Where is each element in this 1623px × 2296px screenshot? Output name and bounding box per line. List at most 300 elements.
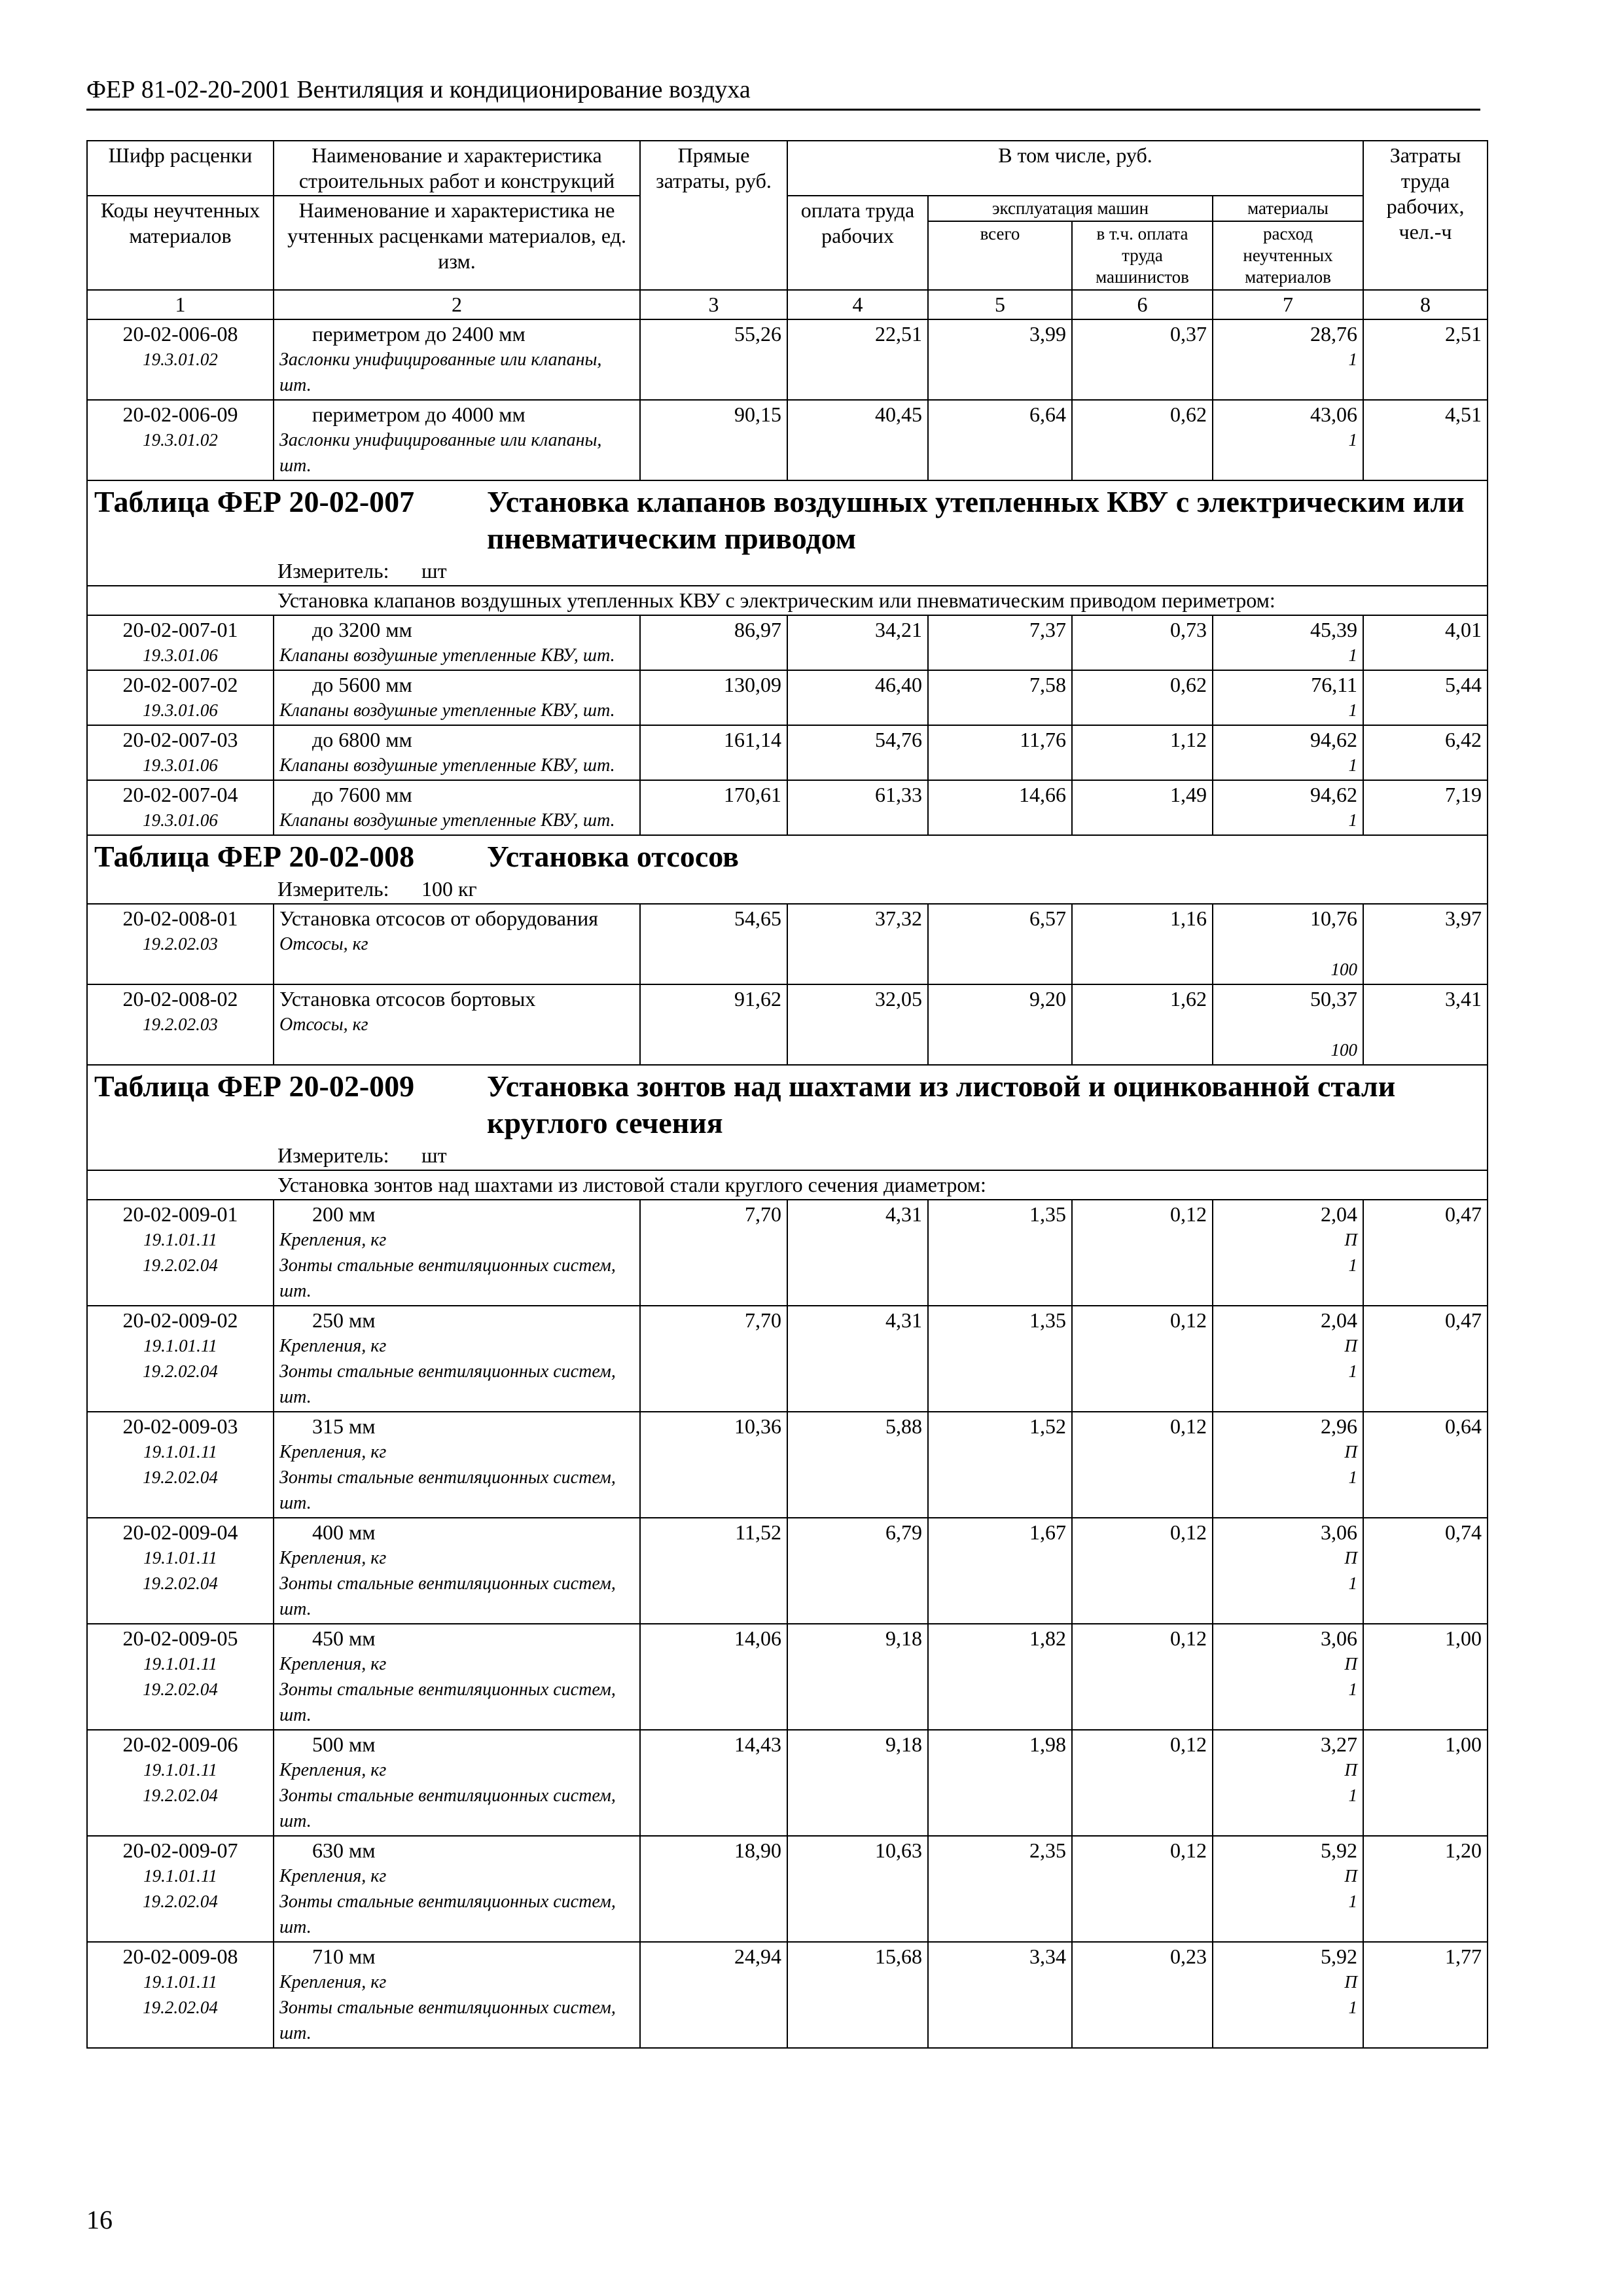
rate-name: 500 мм: [312, 1732, 376, 1756]
cell-direct: 7,70: [640, 1306, 787, 1412]
cell-direct: 11,52: [640, 1518, 787, 1624]
column-number: 6: [1072, 290, 1213, 319]
materials-value: 50,37: [1310, 987, 1358, 1011]
material-quantity: 100: [1330, 1040, 1358, 1060]
cell-labor: 1,20: [1363, 1836, 1488, 1942]
material-quantity: 1: [1348, 1679, 1358, 1699]
section-title: [93, 484, 1482, 557]
table-row: [87, 1730, 1488, 1836]
cell-labor-pay: 4,31: [787, 1306, 928, 1412]
cell-direct: 91,62: [640, 984, 787, 1065]
cell-direct: 24,94: [640, 1942, 787, 2048]
material-code: 19.1.01.11: [143, 1866, 217, 1886]
rate-code-cell: [87, 400, 274, 480]
rate-code: 20-02-007-01: [122, 618, 238, 641]
material-quantity: П: [1344, 1336, 1358, 1355]
section-title-row: [87, 1065, 1488, 1141]
cell-materials: [1213, 1518, 1363, 1624]
measure-cell: [87, 875, 1488, 904]
material-code: 19.3.01.06: [143, 700, 218, 720]
header-direct: Прямые затраты, руб.: [640, 141, 787, 290]
rate-name-cell: [274, 780, 640, 835]
material-quantity: П: [1344, 1760, 1358, 1780]
rate-name-cell: [274, 1518, 640, 1624]
cell-direct: 10,36: [640, 1412, 787, 1518]
rate-name: периметром до 2400 мм: [312, 322, 526, 346]
rate-name-cell: [274, 1836, 640, 1942]
cell-machines: 11,76: [928, 725, 1072, 780]
measure-cell: [87, 557, 1488, 586]
group-title: Установка зонтов над шахтами из листовой стали круглого сечения диаметром:: [87, 1170, 1488, 1200]
section-title-cell: [87, 480, 1488, 557]
materials-value: 43,06: [1310, 403, 1358, 426]
cell-machines: 3,34: [928, 1942, 1072, 2048]
rate-name-cell: [274, 1412, 640, 1518]
cell-labor-pay: 34,21: [787, 615, 928, 670]
column-number: 8: [1363, 290, 1488, 319]
column-number: 3: [640, 290, 787, 319]
cell-labor: 1,77: [1363, 1942, 1488, 2048]
rate-code-cell: [87, 1942, 274, 2048]
section-title-row: [87, 835, 1488, 875]
rate-code: 20-02-007-02: [122, 673, 238, 696]
material-code: 19.3.01.02: [143, 430, 218, 450]
cell-machines: 6,57: [928, 904, 1072, 984]
material-code: 19.2.02.04: [143, 1467, 218, 1487]
page-header: ФЕР 81-02-20-2001 Вентиляция и кондиционирование воздуха: [86, 75, 1480, 111]
material-code: 19.1.01.11: [143, 1654, 217, 1674]
cell-materials: [1213, 1942, 1363, 2048]
material-quantity: 1: [1348, 700, 1358, 720]
header-materials: материалы: [1213, 196, 1363, 221]
cell-labor: 1,00: [1363, 1624, 1488, 1730]
material-quantity: 1: [1348, 1255, 1358, 1275]
material-quantity: 1: [1348, 1467, 1358, 1487]
materials-value: 2,04: [1321, 1308, 1358, 1332]
materials-value: 45,39: [1310, 618, 1358, 641]
section-id: Таблица ФЕР 20-02-008: [94, 840, 415, 873]
cell-machines: 1,35: [928, 1200, 1072, 1306]
cell-materials: [1213, 1624, 1363, 1730]
rate-name-cell: [274, 904, 640, 984]
cell-direct: 54,65: [640, 904, 787, 984]
header-code2: Коды неучтенных материалов: [87, 196, 274, 290]
cell-machinists: 1,49: [1072, 780, 1213, 835]
header-machines: эксплуатация машин: [928, 196, 1213, 221]
cell-machinists: 1,12: [1072, 725, 1213, 780]
cell-machinists: 0,73: [1072, 615, 1213, 670]
cell-direct: 14,43: [640, 1730, 787, 1836]
material-quantity: 1: [1348, 1573, 1358, 1593]
table-row: [87, 1836, 1488, 1942]
material-code: 19.2.02.03: [143, 934, 218, 954]
cell-labor-pay: 15,68: [787, 1942, 928, 2048]
rate-code: 20-02-009-04: [122, 1520, 238, 1544]
section-title-cell: [87, 835, 1488, 875]
cell-labor-pay: 4,31: [787, 1200, 928, 1306]
cell-machines: 6,64: [928, 400, 1072, 480]
cell-machines: 1,82: [928, 1624, 1072, 1730]
material-name: Заслонки унифицированные или клапаны, шт.: [279, 430, 602, 476]
materials-value: 94,62: [1310, 783, 1358, 806]
material-name: Крепления, кг: [279, 1336, 387, 1356]
material-code: 19.3.01.06: [143, 645, 218, 665]
column-number: 7: [1213, 290, 1363, 319]
material-quantity: 1: [1348, 645, 1358, 665]
material-code: 19.1.01.11: [143, 1972, 217, 1992]
cell-labor: 0,74: [1363, 1518, 1488, 1624]
cell-machinists: 0,12: [1072, 1200, 1213, 1306]
cell-labor-pay: 9,18: [787, 1730, 928, 1836]
material-code: 19.3.01.06: [143, 810, 218, 830]
rate-code: 20-02-009-03: [122, 1414, 238, 1438]
cell-direct: 7,70: [640, 1200, 787, 1306]
rate-code: 20-02-009-08: [122, 1945, 238, 1968]
page-number: 16: [86, 2205, 113, 2234]
measure-label: Измеритель:: [277, 1143, 389, 1167]
material-name: Крепления, кг: [279, 1760, 387, 1780]
material-quantity: 1: [1348, 810, 1358, 830]
material-quantity: 1: [1348, 1361, 1358, 1381]
material-name: Крепления, кг: [279, 1654, 387, 1674]
cell-labor: 2,51: [1363, 319, 1488, 400]
cell-materials: [1213, 670, 1363, 725]
cell-machinists: 0,62: [1072, 670, 1213, 725]
rate-code-cell: [87, 1836, 274, 1942]
materials-value: 5,92: [1321, 1839, 1358, 1862]
rate-code: 20-02-009-06: [122, 1732, 238, 1756]
header-labor-pay: оплата труда рабочих: [787, 196, 928, 290]
rate-code-cell: [87, 319, 274, 400]
rate-name: 710 мм: [312, 1945, 376, 1968]
header-machines-total: всего: [928, 221, 1072, 290]
rate-name: периметром до 4000 мм: [312, 403, 526, 426]
cell-labor: 0,47: [1363, 1200, 1488, 1306]
cell-machinists: 0,12: [1072, 1730, 1213, 1836]
cell-machinists: 0,12: [1072, 1518, 1213, 1624]
material-quantity: 1: [1348, 1998, 1358, 2017]
cell-materials: [1213, 400, 1363, 480]
column-numbers-row: [87, 290, 1488, 319]
rate-name-cell: [274, 1200, 640, 1306]
rate-code: 20-02-008-01: [122, 906, 238, 930]
cell-labor: 0,64: [1363, 1412, 1488, 1518]
cell-machines: 1,67: [928, 1518, 1072, 1624]
measure-row: [87, 875, 1488, 904]
rate-name: Установка отсосов бортовых: [279, 987, 536, 1011]
cell-labor: 6,42: [1363, 725, 1488, 780]
section-id: Таблица ФЕР 20-02-009: [94, 1069, 415, 1103]
material-code: 19.3.01.06: [143, 755, 218, 775]
material-name: Крепления, кг: [279, 1230, 387, 1250]
section-title: [93, 1068, 1482, 1141]
materials-value: 94,62: [1310, 728, 1358, 751]
material-name: Зонты стальные вентиляционных систем, шт.: [279, 1998, 616, 2043]
material-code: 19.2.02.04: [143, 1785, 218, 1805]
cell-labor-pay: 10,63: [787, 1836, 928, 1942]
cell-direct: 18,90: [640, 1836, 787, 1942]
materials-value: 10,76: [1310, 906, 1358, 930]
material-quantity: П: [1344, 1230, 1358, 1249]
cell-labor: 4,51: [1363, 400, 1488, 480]
materials-value: 2,96: [1321, 1414, 1358, 1438]
material-code: 19.1.01.11: [143, 1230, 217, 1249]
material-quantity: П: [1344, 1972, 1358, 1992]
cell-machinists: 0,12: [1072, 1624, 1213, 1730]
cell-labor: 5,44: [1363, 670, 1488, 725]
cell-direct: 161,14: [640, 725, 787, 780]
column-number: 5: [928, 290, 1072, 319]
header-name: Наименование и характеристика строительных работ и конструкций: [274, 141, 640, 196]
cell-materials: [1213, 1306, 1363, 1412]
material-code: 19.2.02.04: [143, 1892, 218, 1911]
rate-code-cell: [87, 1200, 274, 1306]
material-code: 19.2.02.03: [143, 1014, 218, 1034]
material-code: 19.2.02.04: [143, 1361, 218, 1381]
cell-machinists: 0,23: [1072, 1942, 1213, 2048]
material-name: Зонты стальные вентиляционных систем, шт.: [279, 1573, 616, 1619]
cell-machines: 9,20: [928, 984, 1072, 1065]
cell-direct: 14,06: [640, 1624, 787, 1730]
cell-labor: 4,01: [1363, 615, 1488, 670]
rate-code-cell: [87, 670, 274, 725]
measure-unit: шт: [421, 1143, 447, 1167]
section-title: [93, 838, 1482, 875]
rate-code-cell: [87, 1412, 274, 1518]
table-row: [87, 1306, 1488, 1412]
cell-machinists: 0,37: [1072, 319, 1213, 400]
rate-name: 630 мм: [312, 1839, 376, 1862]
cell-machinists: 0,62: [1072, 400, 1213, 480]
measure-unit: шт: [421, 559, 447, 583]
material-name: Зонты стальные вентиляционных систем, шт.: [279, 1892, 616, 1937]
material-quantity: П: [1344, 1654, 1358, 1674]
material-name: Заслонки унифицированные или клапаны, шт.: [279, 350, 602, 395]
cell-machines: 1,35: [928, 1306, 1072, 1412]
material-name: Зонты стальные вентиляционных систем, шт.: [279, 1255, 616, 1301]
section-name: Установка отсосов: [487, 840, 739, 873]
rate-name-cell: [274, 1942, 640, 2048]
cell-machines: 7,37: [928, 615, 1072, 670]
cell-machines: 3,99: [928, 319, 1072, 400]
header-including: В том числе, руб.: [787, 141, 1363, 196]
table-row: [87, 1624, 1488, 1730]
column-number: 1: [87, 290, 274, 319]
cell-machines: 1,98: [928, 1730, 1072, 1836]
cell-machines: 14,66: [928, 780, 1072, 835]
cell-machinists: 1,62: [1072, 984, 1213, 1065]
rate-code-cell: [87, 1306, 274, 1412]
rates-table: [86, 140, 1488, 2049]
rate-name-cell: [274, 1624, 640, 1730]
table-row: [87, 1942, 1488, 2048]
material-name: Отсосы, кг: [279, 1014, 368, 1035]
rate-name-cell: [274, 1730, 640, 1836]
materials-value: 76,11: [1311, 673, 1358, 696]
materials-value: 5,92: [1321, 1945, 1358, 1968]
rate-code: 20-02-006-08: [122, 322, 238, 346]
section-name: Установка клапанов воздушных утепленных КВУ с электрическим или пневматическим приводом: [487, 485, 1465, 555]
rate-name-cell: [274, 319, 640, 400]
table-row: [87, 1200, 1488, 1306]
measure-label: Измеритель:: [277, 877, 389, 901]
table-row: [87, 725, 1488, 780]
material-name: Зонты стальные вентиляционных систем, шт.: [279, 1467, 616, 1513]
rate-name: 450 мм: [312, 1626, 376, 1650]
material-code: 19.2.02.04: [143, 1998, 218, 2017]
table-row: [87, 319, 1488, 400]
material-name: Крепления, кг: [279, 1548, 387, 1568]
measure-unit: 100 кг: [421, 877, 477, 901]
table-row: [87, 1412, 1488, 1518]
materials-value: 3,06: [1321, 1626, 1358, 1650]
cell-direct: 170,61: [640, 780, 787, 835]
section-id: Таблица ФЕР 20-02-007: [94, 485, 415, 518]
material-name: Крепления, кг: [279, 1972, 387, 1992]
cell-materials: [1213, 615, 1363, 670]
header-labor: Затраты труда рабочих, чел.-ч: [1363, 141, 1488, 290]
material-quantity: 1: [1348, 755, 1358, 775]
rate-name-cell: [274, 1306, 640, 1412]
rate-code: 20-02-009-05: [122, 1626, 238, 1650]
cell-labor: 3,97: [1363, 904, 1488, 984]
rate-name: Установка отсосов от оборудования: [279, 906, 598, 930]
rate-code-cell: [87, 780, 274, 835]
materials-value: 28,76: [1310, 322, 1358, 346]
cell-labor-pay: 46,40: [787, 670, 928, 725]
cell-materials: [1213, 1200, 1363, 1306]
rate-code-cell: [87, 615, 274, 670]
material-code: 19.1.01.11: [143, 1548, 217, 1568]
material-code: 19.2.02.04: [143, 1573, 218, 1593]
column-number: 4: [787, 290, 928, 319]
cell-machines: 7,58: [928, 670, 1072, 725]
cell-labor-pay: 54,76: [787, 725, 928, 780]
cell-labor-pay: 22,51: [787, 319, 928, 400]
table-row: [87, 984, 1488, 1065]
measure-row: [87, 557, 1488, 586]
rate-name: 200 мм: [312, 1202, 376, 1226]
table-row: [87, 615, 1488, 670]
material-name: Клапаны воздушные утепленные КВУ, шт.: [279, 755, 615, 776]
cell-labor-pay: 61,33: [787, 780, 928, 835]
material-name: Клапаны воздушные утепленные КВУ, шт.: [279, 700, 615, 721]
section-title-cell: [87, 1065, 1488, 1141]
cell-machines: 2,35: [928, 1836, 1072, 1942]
cell-materials: [1213, 1836, 1363, 1942]
material-name: Клапаны воздушные утепленные КВУ, шт.: [279, 810, 615, 831]
rate-name: до 5600 мм: [312, 673, 412, 696]
rate-code-cell: [87, 984, 274, 1065]
material-name: Зонты стальные вентиляционных систем, шт.: [279, 1361, 616, 1407]
cell-machinists: 0,12: [1072, 1836, 1213, 1942]
rate-name: 400 мм: [312, 1520, 376, 1544]
rate-code-cell: [87, 1624, 274, 1730]
cell-direct: 86,97: [640, 615, 787, 670]
header-machinists: в т.ч. оплата труда машинистов: [1072, 221, 1213, 290]
group-row: [87, 1170, 1488, 1200]
rate-code: 20-02-009-02: [122, 1308, 238, 1332]
header-code: Шифр расценки: [87, 141, 274, 196]
material-quantity: 1: [1348, 1892, 1358, 1911]
rate-name: до 6800 мм: [312, 728, 412, 751]
rate-code: 20-02-009-07: [122, 1839, 238, 1862]
rate-name: до 3200 мм: [312, 618, 412, 641]
cell-labor: 0,47: [1363, 1306, 1488, 1412]
material-name: Крепления, кг: [279, 1866, 387, 1886]
material-code: 19.1.01.11: [143, 1442, 217, 1462]
material-quantity: 1: [1348, 350, 1358, 369]
material-code: 19.2.02.04: [143, 1255, 218, 1275]
rate-code: 20-02-008-02: [122, 987, 238, 1011]
measure-label: Измеритель:: [277, 559, 389, 583]
cell-materials: [1213, 780, 1363, 835]
cell-labor: 1,00: [1363, 1730, 1488, 1836]
rate-name-cell: [274, 670, 640, 725]
cell-direct: 90,15: [640, 400, 787, 480]
cell-labor-pay: 5,88: [787, 1412, 928, 1518]
rate-code: 20-02-006-09: [122, 403, 238, 426]
materials-value: 3,27: [1321, 1732, 1358, 1756]
table-row: [87, 670, 1488, 725]
header-materials-use: расход неучтенных материалов: [1213, 221, 1363, 290]
rate-code: 20-02-007-04: [122, 783, 238, 806]
material-quantity: П: [1344, 1548, 1358, 1568]
material-name: Отсосы, кг: [279, 934, 368, 954]
materials-value: 2,04: [1321, 1202, 1358, 1226]
cell-machinists: 0,12: [1072, 1412, 1213, 1518]
rate-name-cell: [274, 984, 640, 1065]
rate-code-cell: [87, 1730, 274, 1836]
cell-materials: [1213, 1730, 1363, 1836]
material-quantity: 1: [1348, 430, 1358, 450]
column-number: 2: [274, 290, 640, 319]
rate-name: 250 мм: [312, 1308, 376, 1332]
table-row: [87, 400, 1488, 480]
materials-value: 3,06: [1321, 1520, 1358, 1544]
material-code: 19.2.02.04: [143, 1679, 218, 1699]
rate-code-cell: [87, 1518, 274, 1624]
rate-code: 20-02-009-01: [122, 1202, 238, 1226]
group-title: Установка клапанов воздушных утепленных КВУ с электрическим или пневматическим приводом периметром:: [87, 586, 1488, 615]
rate-code-cell: [87, 725, 274, 780]
cell-labor-pay: 6,79: [787, 1518, 928, 1624]
cell-labor-pay: 37,32: [787, 904, 928, 984]
material-code: 19.3.01.02: [143, 350, 218, 369]
cell-direct: 130,09: [640, 670, 787, 725]
section-title-row: [87, 480, 1488, 557]
cell-materials: [1213, 725, 1363, 780]
cell-machines: 1,52: [928, 1412, 1072, 1518]
measure-cell: [87, 1141, 1488, 1170]
cell-machinists: 1,16: [1072, 904, 1213, 984]
measure-row: [87, 1141, 1488, 1170]
section-name: Установка зонтов над шахтами из листовой и оцинкованной стали круглого сечения: [487, 1069, 1396, 1139]
material-code: 19.1.01.11: [143, 1336, 217, 1355]
rate-name-cell: [274, 400, 640, 480]
rate-name-cell: [274, 725, 640, 780]
material-quantity: 100: [1330, 960, 1358, 979]
material-quantity: 1: [1348, 1785, 1358, 1805]
rate-name-cell: [274, 615, 640, 670]
rate-name: до 7600 мм: [312, 783, 412, 806]
table-row: [87, 904, 1488, 984]
table-row: [87, 1518, 1488, 1624]
material-name: Зонты стальные вентиляционных систем, шт.: [279, 1679, 616, 1725]
material-quantity: П: [1344, 1442, 1358, 1462]
cell-labor-pay: 9,18: [787, 1624, 928, 1730]
material-name: Крепления, кг: [279, 1442, 387, 1462]
